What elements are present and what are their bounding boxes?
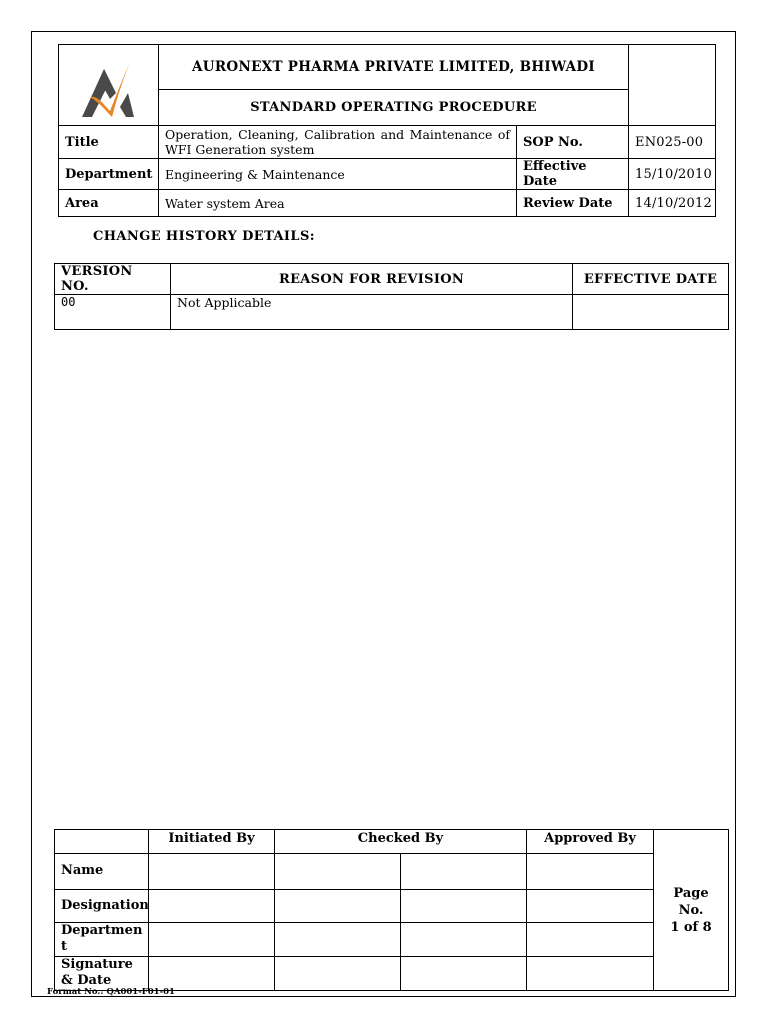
review-date-label: Review Date: [517, 190, 629, 217]
effective-date-label: Effective Date: [517, 159, 629, 190]
area-value: Water system Area: [159, 190, 517, 217]
approved-by-header: Approved By: [527, 830, 654, 854]
area-label: Area: [59, 190, 159, 217]
signoff-table: [54, 829, 729, 991]
designation-row-label: Designation: [55, 890, 149, 923]
company-name: AURONEXT PHARMA PRIVATE LIMITED, BHIWADI: [159, 45, 629, 90]
table-row: [55, 957, 729, 991]
table-row: [55, 890, 729, 923]
company-logo-icon: [76, 45, 142, 121]
sop-no-value: EN025-00: [629, 126, 716, 159]
page-value: 1 of 8: [670, 919, 712, 935]
signature-row-label: Signature & Date: [55, 957, 149, 991]
initiated-by-header: Initiated By: [149, 830, 275, 854]
review-date-value: 14/10/2012: [629, 190, 716, 217]
department-label: Department: [59, 159, 159, 190]
table-row: [55, 295, 729, 330]
table-row: [55, 923, 729, 957]
date-cell: [573, 295, 729, 330]
version-column-header: VERSION NO.: [55, 264, 171, 295]
company-logo-cell: [59, 45, 159, 126]
sop-header-table: [58, 44, 716, 217]
department-row-label: Departmen t: [55, 923, 149, 957]
page-label: Page No.: [673, 885, 709, 918]
effective-date-column-header: EFFECTIVE DATE: [573, 264, 729, 295]
format-number: Format No.: QA001-F01-01: [47, 987, 175, 997]
document-type: STANDARD OPERATING PROCEDURE: [159, 89, 629, 125]
title-label: Title: [59, 126, 159, 159]
change-history-table: [54, 263, 729, 330]
name-row-label: Name: [55, 854, 149, 890]
change-history-heading: CHANGE HISTORY DETAILS:: [93, 229, 315, 244]
title-value: Operation, Cleaning, Calibration and Maintenance of WFI Generation system: [159, 126, 517, 159]
version-cell: 00: [55, 295, 171, 330]
effective-date-value: 15/10/2010: [629, 159, 716, 190]
table-row: [55, 854, 729, 890]
department-value: Engineering & Maintenance: [159, 159, 517, 190]
blank-header-cell: [629, 45, 716, 126]
reason-cell: Not Applicable: [171, 295, 573, 330]
sop-no-label: SOP No.: [517, 126, 629, 159]
page-number-cell: [654, 830, 729, 991]
checked-by-header: Checked By: [275, 830, 527, 854]
reason-column-header: REASON FOR REVISION: [171, 264, 573, 295]
signoff-corner-cell: [55, 830, 149, 854]
